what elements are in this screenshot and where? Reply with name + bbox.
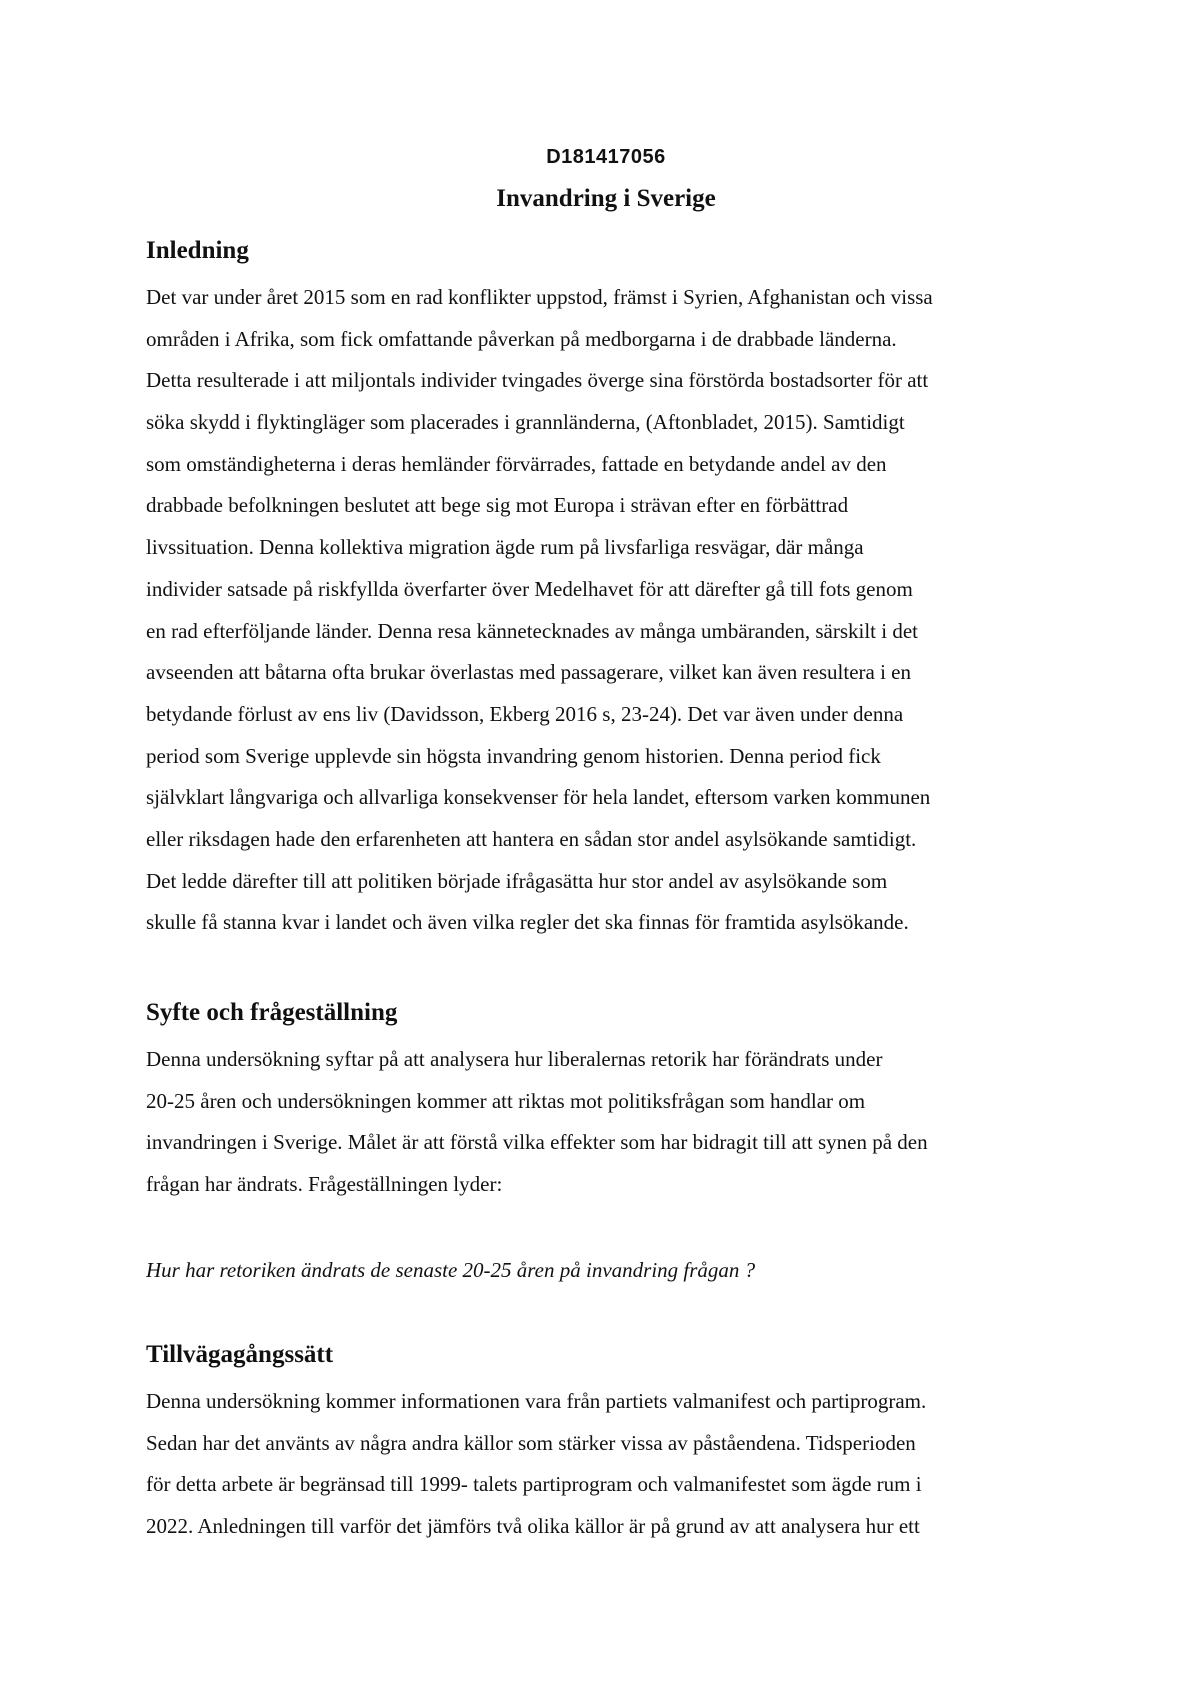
text-line: en rad efterföljande länder. Denna resa kännetecknades av många umbäranden, särskilt i det: [146, 618, 918, 643]
text-line: drabbade befolkningen beslutet att bege sig mot Europa i strävan efter en förbättrad: [146, 493, 849, 518]
text-line: Sedan har det använts av några andra källor som stärker vissa av påståendena. Tidsperioden: [146, 1430, 916, 1455]
text-line: Detta resulterade i att miljontals individer tvingades överge sina förstörda bostadsorter för att: [146, 368, 929, 393]
text-line: avseenden att båtarna ofta brukar överlastas med passagerare, vilket kan även resultera i en: [146, 660, 911, 685]
text-line: självklart långvariga och allvarliga konsekvenser för hela landet, eftersom varken kommunen: [146, 785, 931, 810]
text-line: för detta arbete är begränsad till 1999- talets partiprogram och valmanifestet som ägde rum i: [146, 1472, 922, 1497]
text-line: 2022. Anledningen till varför det jämförs två olika källor är på grund av att analysera hur ett: [146, 1514, 920, 1539]
text-line: Det var under året 2015 som en rad konflikter uppstod, främst i Syrien, Afghanistan och vissa: [146, 285, 933, 309]
text-line: 20-25 åren och undersökningen kommer att riktas mot politiksfrågan som handlar om: [146, 1088, 866, 1113]
paragraph-inledning: [146, 277, 1066, 944]
text-line: skulle få stanna kvar i landet och även vilka regler det ska finnas för framtida asylsökande.: [146, 910, 909, 935]
text-line: individer satsade på riskfyllda överfarter över Medelhavet för att därefter gå till fots genom: [146, 576, 913, 601]
text-line: söka skydd i flyktingläger som placerades i grannländerna, (Aftonbladet, 2015). Samtidigt: [146, 410, 905, 435]
heading-tillvagagangssatt: Tillvägagångssätt: [146, 1341, 334, 1368]
text-line: invandringen i Sverige. Målet är att förstå vilka effekter som har bidragit till att synen på den: [146, 1130, 928, 1155]
research-question: Hur har retoriken ändrats de senaste 20-25 åren på invandring frågan ?: [146, 1258, 756, 1282]
text-line: eller riksdagen hade den erfarenheten att hantera en sådan stor andel asylsökande samtidigt.: [146, 826, 917, 851]
paragraph-syfte: [146, 1039, 1066, 1206]
text-line: period som Sverige upplevde sin högsta invandring genom historien. Denna period fick: [146, 743, 881, 768]
text-line: Det ledde därefter till att politiken började ifrågasätta hur stor andel av asylsökande som: [146, 868, 888, 893]
text-line: Denna undersökning syftar på att analysera hur liberalernas retorik har förändrats under: [146, 1047, 883, 1071]
heading-syfte: Syfte och frågeställning: [146, 999, 398, 1026]
paragraph-tillvagagangssatt: [146, 1381, 1066, 1548]
text-line: frågan har ändrats. Frågeställningen lyder:: [146, 1172, 503, 1197]
document-id: D181417056: [546, 146, 666, 168]
text-line: områden i Afrika, som fick omfattande påverkan på medborgarna i de drabbade länderna.: [146, 326, 897, 351]
text-line: Denna undersökning kommer informationen vara från partiets valmanifest och partiprogram.: [146, 1389, 927, 1413]
heading-inledning: Inledning: [146, 237, 249, 264]
text-line: betydande förlust av ens liv (Davidsson, Ekberg 2016 s, 23-24). Det var även under denna: [146, 701, 904, 726]
text-line: som omständigheterna i deras hemländer förvärrades, fattade en betydande andel av den: [146, 451, 887, 476]
text-line: livssituation. Denna kollektiva migration ägde rum på livsfarliga resvägar, där många: [146, 535, 864, 560]
document-title: Invandring i Sverige: [496, 185, 716, 212]
